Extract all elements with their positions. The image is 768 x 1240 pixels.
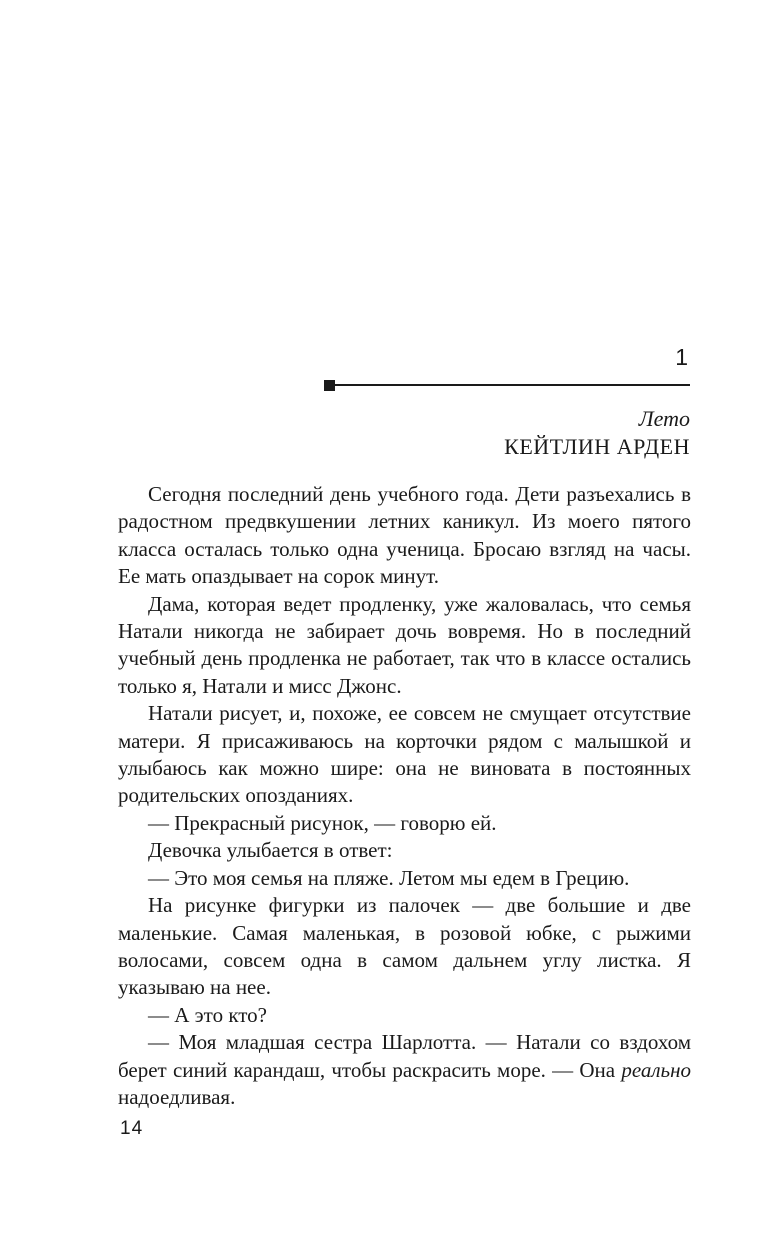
paragraph-text: надоедливая. [118, 1084, 236, 1109]
paragraph: На рисунке фигурки из палочек — две большие и две маленькие. Самая маленькая, в розовой юбке, с рыжими волосами, совсем одна в самом дальнем углу листка. Я указываю на нее. [118, 893, 691, 1000]
chapter-narrator: КЕЙТЛИН АРДЕН [504, 434, 690, 459]
paragraph-text: — Моя младшая сестра Шарлотта. — Натали со вздохом берет синий карандаш, чтобы раскрасить море. — Она [118, 1030, 691, 1082]
paragraph: Дама, которая ведет продленку, уже жаловалась, что семья Натали никогда не забирает дочь вовремя. Но в последний учебный день продленка не работает, так что в классе остались только я, Натали и мисс Джонс. [118, 591, 691, 698]
emphasis-text: реально [621, 1057, 691, 1082]
paragraph: Сегодня последний день учебного года. Дети разъехались в радостном предвкушении летних каникул. Из моего пятого класса осталась только одна ученица. Бросаю взгляд на часы. Ее мать опаздывает на сорок минут. [118, 482, 691, 589]
chapter-season: Лето [638, 406, 690, 431]
body-text [118, 481, 691, 1111]
paragraph: — Прекрасный рисунок, — говорю ей. [148, 810, 497, 835]
chapter-rule [330, 384, 690, 386]
paragraph: Натали рисует, и, похоже, ее совсем не смущает отсутствие матери. Я присаживаюсь на корточки рядом с малышкой и улыбаюсь как можно шире: она не виновата в постоянных родительских опозданиях. [118, 701, 691, 808]
paragraph: Девочка улыбается в ответ: [148, 838, 393, 863]
page-number: 14 [120, 1118, 144, 1139]
paragraph: — А это кто? [148, 1002, 267, 1027]
paragraph: — Это моя семья на пляже. Летом мы едем в Грецию. [148, 865, 630, 890]
chapter-number: 1 [675, 344, 688, 370]
paragraph-last [118, 1029, 691, 1111]
